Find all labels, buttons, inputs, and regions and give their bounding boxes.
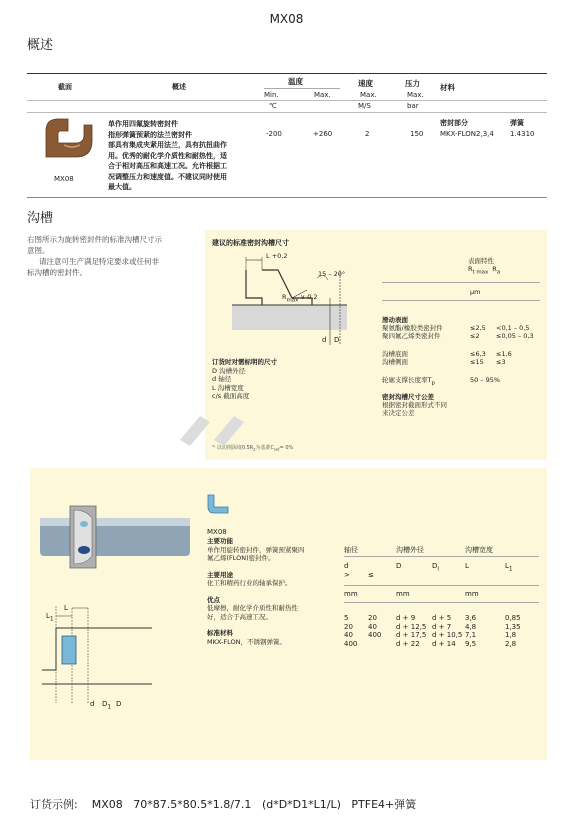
usage-line: 化工和精药行业的轴承保护。 bbox=[207, 579, 292, 587]
d1-subscript: 1 bbox=[107, 704, 112, 711]
seal-profile-icon bbox=[44, 117, 94, 167]
surface-rows bbox=[382, 316, 447, 417]
desc-line: 况调整压力和速度值。不建议同时使用 bbox=[108, 171, 227, 181]
dim-table-cell: d + 12,5 bbox=[396, 622, 427, 631]
pressure-max-label: Max. bbox=[407, 91, 424, 99]
dim-table-cell: d + 5 bbox=[432, 614, 452, 622]
desc-line: 用。优秀的耐化学介质性和耐热性，适 bbox=[108, 150, 227, 160]
overview-heading: 概述 bbox=[27, 38, 54, 53]
v-bearing: 50 – 95% bbox=[470, 376, 501, 384]
rmax-val: 0,2 bbox=[307, 293, 318, 301]
v-side-rt: ≤15 bbox=[470, 358, 484, 366]
col-temperature: 温度 bbox=[288, 77, 303, 86]
fn-b: z bbox=[253, 447, 256, 452]
fn-e: = 0% bbox=[279, 445, 294, 451]
v-pu-ra: <0,1 – 0,5 bbox=[496, 324, 530, 332]
tbl-unit-groove: mm bbox=[396, 590, 410, 598]
l1-sub: 1 bbox=[508, 566, 513, 573]
dim-table-cell: 40 bbox=[344, 631, 353, 640]
sliding-surface-label: 滑动表面 bbox=[382, 316, 408, 324]
bearing-label: 轮廓支撑长度率T bbox=[382, 376, 432, 384]
intro-line: 请注意可生产满足特定要求或任何非 bbox=[39, 257, 159, 266]
row-bottom: 沟槽底面 bbox=[382, 350, 408, 358]
ra-sub: a bbox=[496, 269, 501, 276]
dim-table-cell: 400 bbox=[344, 639, 358, 648]
tbl-unit-shaft: mm bbox=[344, 590, 358, 598]
order-dim-item: d 轴径 bbox=[212, 375, 232, 383]
surface-rt-ra-header bbox=[468, 265, 500, 275]
order-example-material: PTFE4+弹簧 bbox=[351, 798, 417, 811]
bearing-sub: p bbox=[431, 380, 435, 387]
tbl-sub-Di bbox=[432, 562, 439, 572]
advantage-line: 好，适合于高速工况。 bbox=[207, 612, 272, 621]
dim-table-cell: 400 bbox=[368, 631, 382, 640]
speed-max-label: Max. bbox=[360, 91, 377, 99]
v-ptfe-ra: ≤0,05 – 0,3 bbox=[496, 332, 534, 340]
dim-d-label: d bbox=[322, 336, 327, 344]
dim-table-cell: d + 7 bbox=[432, 622, 452, 631]
tbl-col-groove-width: 沟槽宽度 bbox=[465, 546, 493, 554]
col-pressure: 压力 bbox=[405, 79, 420, 88]
dim-D-label: D bbox=[334, 336, 340, 344]
speed-value: 2 bbox=[365, 130, 370, 138]
surface-unit: μm bbox=[470, 288, 481, 296]
drawing-L1-label bbox=[46, 612, 54, 622]
pressure-unit: bar bbox=[407, 102, 419, 110]
dim-table-cell: d + 17,5 bbox=[396, 631, 427, 640]
col-overview: 概述 bbox=[172, 83, 186, 91]
advantage-line: 低摩擦，耐化学介质性和耐热性 bbox=[207, 604, 298, 612]
v-side-ra: ≤3 bbox=[496, 358, 506, 366]
row-ptfe: 聚四氟乙烯类密封件 bbox=[382, 332, 441, 340]
v-pu-rt: ≤2,5 bbox=[470, 324, 486, 332]
dim-table-cell: 20 bbox=[344, 622, 353, 631]
order-dim-item: L 沟槽宽度 bbox=[212, 383, 244, 392]
usage-title: 主要用途 bbox=[207, 570, 233, 579]
main-function-title: 主要功能 bbox=[207, 537, 233, 545]
dim-table-cell: 5 bbox=[344, 614, 349, 622]
dim-table-cell: 1,8 bbox=[505, 631, 517, 640]
spring-value: 1.4310 bbox=[510, 130, 535, 138]
row-side: 沟槽侧面 bbox=[382, 358, 408, 366]
tbl-unit-width: mm bbox=[465, 590, 479, 598]
temp-min-value: -200 bbox=[266, 130, 282, 138]
v-bottom-rt: ≤6,3 bbox=[470, 350, 486, 358]
rt-sub: t max bbox=[472, 269, 489, 276]
intro-line: 意图。 bbox=[27, 246, 50, 255]
rmax-R: R bbox=[282, 293, 287, 301]
dim-table-cell: 3,6 bbox=[465, 614, 477, 622]
pressure-value: 150 bbox=[410, 130, 424, 138]
order-dims bbox=[212, 358, 277, 401]
col-speed: 速度 bbox=[358, 79, 373, 88]
col-material: 材料 bbox=[440, 83, 455, 92]
order-example-label: 订货示例: bbox=[30, 798, 78, 811]
col-section: 截面 bbox=[58, 83, 72, 91]
main-function-line: 氟乙烯(FLON)密封件。 bbox=[207, 554, 275, 562]
seal-section-drawing bbox=[42, 598, 152, 711]
speed-unit: M/S bbox=[358, 102, 371, 110]
tbl-sub-le: ≤ bbox=[368, 571, 374, 579]
v-bottom-ra: ≤1,6 bbox=[496, 350, 512, 358]
dim-table-cell: 4,8 bbox=[465, 622, 477, 631]
dim-table-cell: d + 22 bbox=[396, 639, 420, 648]
tolerance-line: 根据密封截面形式不同 bbox=[382, 401, 447, 410]
product-name: MX08 bbox=[207, 528, 227, 536]
desc-line: 部具有集成夹紧用法兰，具有抗扭曲作 bbox=[108, 140, 227, 149]
temp-max-value: +260 bbox=[313, 130, 333, 138]
surface-ra-values bbox=[496, 324, 534, 366]
dim-table-cell: 9,5 bbox=[465, 639, 477, 648]
groove-heading: 沟槽 bbox=[27, 211, 54, 226]
row-pu: 聚氨酯/橡胶类密封件 bbox=[382, 324, 443, 332]
tbl-col-shaft: 轴径 bbox=[344, 546, 358, 554]
shaft-drawing bbox=[40, 488, 200, 583]
dim-angle-label: 15 – 20° bbox=[318, 270, 346, 278]
order-example bbox=[30, 796, 416, 812]
surface-props-label: 表面特性 bbox=[468, 257, 494, 265]
rt: R bbox=[468, 265, 473, 273]
order-example-dims-desc: (d*D*D1*L1/L) bbox=[261, 798, 341, 811]
order-dims-title: 订货时对需标明的尺寸 bbox=[212, 358, 277, 366]
drawing-D1-label bbox=[102, 700, 111, 710]
fn-c: 为基准C bbox=[255, 445, 274, 451]
dim-table-cell: 1,35 bbox=[505, 622, 521, 631]
advantage-title: 优点 bbox=[207, 595, 220, 604]
desc-line: 单作用四氟旋转密封件 bbox=[108, 119, 178, 128]
order-dim-item: D 沟槽外径 bbox=[212, 366, 246, 375]
profile-label: MX08 bbox=[54, 175, 74, 183]
drawing-L-label: L bbox=[64, 604, 68, 612]
tolerance-line: 来决定公差 bbox=[382, 409, 415, 418]
order-example-dims: 70*87.5*80.5*1.8/7.1 bbox=[133, 798, 252, 811]
watermark-logo bbox=[170, 410, 260, 450]
dim-rmax-label: $R_{max}$ ∨ 0,2 bbox=[282, 293, 318, 304]
order-dim-item: c/s 截面高度 bbox=[212, 392, 250, 400]
drawing-d-label: d bbox=[90, 700, 95, 708]
dim-table-cell: d + 10,5 bbox=[432, 631, 463, 640]
profile-description bbox=[108, 119, 278, 193]
di: D bbox=[432, 562, 438, 570]
dim-table-cell: 0,85 bbox=[505, 614, 521, 622]
l1-main: L bbox=[46, 612, 50, 620]
desc-line: 最大值。 bbox=[108, 182, 136, 191]
groove-panel-title: 建议的标准密封沟槽尺寸 bbox=[212, 239, 289, 247]
order-example-code: MX08 bbox=[91, 798, 123, 811]
dim-table-cell: 20 bbox=[368, 614, 377, 622]
spring-label: 弹簧 bbox=[510, 119, 524, 127]
desc-line: 合于相对高压和高速工况。允许根据工 bbox=[108, 161, 227, 170]
material-line: MKX-FLON，不锈钢弹簧。 bbox=[207, 637, 286, 646]
temp-max-label: Max. bbox=[314, 91, 331, 99]
drawing-D-label: D bbox=[116, 700, 122, 708]
desc-line: 指形弹簧预紧的法兰密封件 bbox=[108, 129, 192, 139]
temp-unit: ℃ bbox=[269, 102, 277, 110]
mx08-profile-icon bbox=[206, 493, 232, 523]
product-info bbox=[207, 537, 347, 646]
v-ptfe-rt: ≤2 bbox=[470, 332, 480, 340]
material-title: 标准材料 bbox=[207, 629, 233, 637]
dim-table-cell: 2,8 bbox=[505, 639, 517, 648]
temp-min-label: Min. bbox=[264, 91, 279, 99]
main-function-line: 单作用旋转密封件，弹簧预紧聚四 bbox=[207, 545, 305, 554]
tbl-sub-d: d bbox=[344, 562, 349, 570]
tbl-sub-L1 bbox=[505, 562, 513, 572]
ra: R bbox=[492, 265, 497, 273]
intro-line: 标沟槽的密封件。 bbox=[27, 268, 87, 277]
seal-part-value: MKX-FLON2,3,4 bbox=[440, 130, 494, 138]
tbl-sub-gt: > bbox=[344, 571, 350, 579]
dim-table-cell: 7,1 bbox=[465, 631, 477, 640]
l1: L bbox=[505, 562, 509, 570]
seal-part-label: 密封部分 bbox=[440, 119, 468, 127]
tolerance-title: 密封沟槽尺寸公差 bbox=[382, 393, 434, 402]
doc-title: MX08 bbox=[269, 12, 304, 26]
fn-d: ref bbox=[273, 447, 280, 452]
dim-L-label: L +0,2 bbox=[266, 252, 288, 260]
dim-table-cell: 40 bbox=[368, 622, 377, 631]
tbl-sub-L: L bbox=[465, 562, 469, 570]
di-sub: i bbox=[437, 566, 440, 573]
dim-table-cell: d + 9 bbox=[396, 614, 416, 622]
tbl-col-groove-od: 沟槽外径 bbox=[396, 546, 424, 554]
l1-subscript: 1 bbox=[49, 616, 54, 623]
intro-line: 右图所示为旋转密封件的标准沟槽尺寸示 bbox=[27, 235, 162, 244]
tbl-sub-D: D bbox=[396, 562, 402, 570]
fn-a: ¹⁾ 以切削深度0.5R bbox=[212, 445, 254, 451]
d1-main: D bbox=[102, 700, 108, 708]
row-bearing bbox=[382, 376, 447, 387]
dim-table-cell: d + 14 bbox=[432, 639, 456, 648]
rmax-sub: max bbox=[286, 297, 299, 304]
groove-intro bbox=[27, 234, 197, 278]
